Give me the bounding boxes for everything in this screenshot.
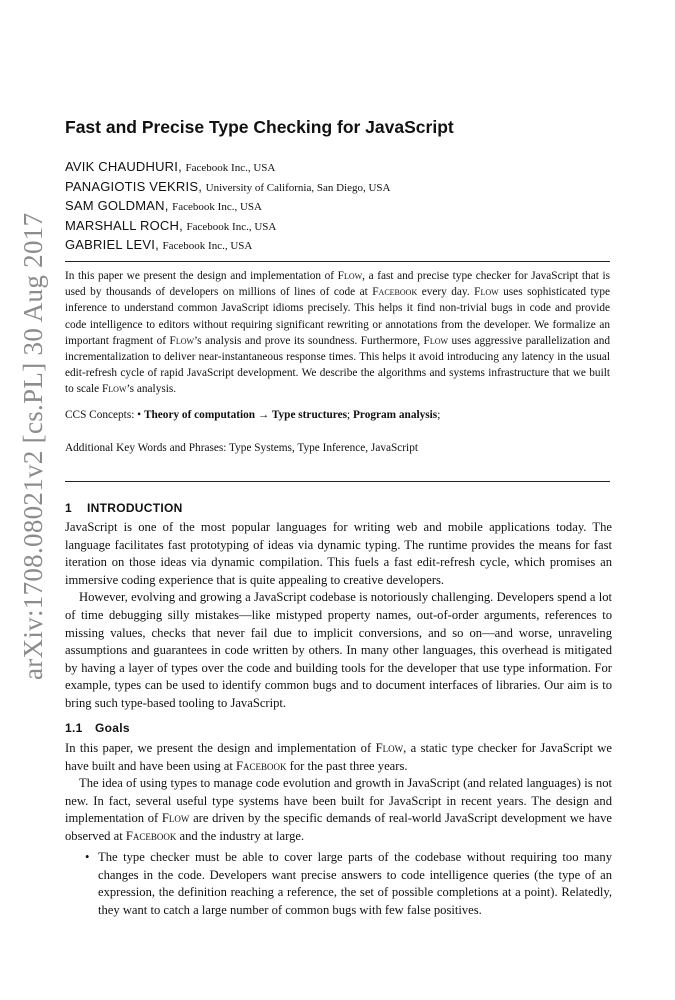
abstract-text: every day.: [417, 286, 475, 299]
facebook-name: Facebook: [372, 286, 418, 299]
text: are driven by the specific demands of real-world JavaScript development we have observed at: [65, 811, 612, 843]
author-entry: [65, 178, 390, 198]
ccs-concept: Type structures: [271, 409, 348, 421]
paragraph: [65, 740, 612, 775]
author-entry: [65, 217, 390, 237]
flow-name: Flow: [169, 334, 195, 347]
author-affiliation: Facebook Inc., USA: [172, 201, 262, 213]
author-entry: [65, 158, 390, 178]
author-affiliation: Facebook Inc., USA: [185, 162, 276, 174]
arxiv-identifier-stamp[interactable]: arXiv:1708.08021v2 [cs.PL] 30 Aug 2017: [18, 212, 48, 680]
author-entry: [65, 197, 390, 217]
abstract-text: uses sophisticated type inference to understand common JavaScript idioms precisely. This helps it find non-trivial bugs in code and provide code intelligence to editors without requiring significant rewriting or annotations from the developer. We formalize an important fragment of: [65, 286, 610, 347]
ccs-concepts: [65, 407, 610, 423]
list-item: [85, 849, 612, 919]
facebook-name: Facebook: [236, 758, 287, 773]
flow-name: Flow: [423, 334, 449, 347]
paper-title: Fast and Precise Type Checking for JavaScript: [65, 117, 454, 137]
ccs-end: ;: [437, 409, 441, 421]
text: and the industry at large.: [176, 828, 305, 843]
paragraph: However, evolving and growing a JavaScript codebase is notoriously challenging. Developers spend a lot of time debugging silly mistakes—like mistyped property names, out-of-order arguments, references to missing values, checks that never fail due to implicit conversions, and so on—and worse, unraveling assumptions and guarantees in code written by others. In many other languages, this overhead is mitigated by having a layer of types over the code and building tools for the developer that use type information. For example, types can be used to identify common bugs and to document interfaces of libraries. Our aim is to bring such type-based tooling to JavaScript.: [65, 590, 612, 710]
section-number: 1: [65, 501, 72, 515]
section-title: Goals: [95, 721, 130, 735]
section-heading-introduction: [65, 501, 183, 515]
author-name: PANAGIOTIS VEKRIS,: [65, 178, 203, 194]
author-affiliation: University of California, San Diego, USA: [205, 181, 391, 194]
abstract-text: , a fast and precise type checker for JavaScript that is used by thousands of developers on millions of lines of code at: [65, 270, 610, 299]
abstract-text: uses aggressive parallelization and incrementalization to deliver near-instantaneous response times. This helps it avoid introducing any latency in the usual edit-refresh cycle of rapid JavaScript development. We describe the algorithms and systems infrastructure that we built to scale: [65, 334, 610, 396]
bullet-icon: •: [85, 850, 90, 864]
text: The idea of using types to manage code evolution and growth in JavaScript (and related languages) is not new. In fact, several useful type systems have been built for JavaScript in recent years. The design and implementation of: [65, 776, 612, 826]
flow-name: Flow: [102, 383, 127, 396]
ccs-concept: Program analysis: [352, 409, 438, 421]
author-entry: [65, 236, 390, 256]
facebook-name: Facebook: [125, 828, 177, 843]
section-number: 1.1: [65, 721, 83, 735]
keywords: Additional Key Words and Phrases: Type Systems, Type Inference, JavaScript: [65, 442, 418, 454]
flow-name: Flow: [161, 811, 190, 826]
bullet-text: The type checker must be able to cover large parts of the codebase without requiring too many changes in the code. Developers want precise answers to code intelligence queries (the type of an expression, the definition reaching a reference, the set of possible completions at a point). Relatedly, they want to catch a large number of common bugs with few false positives.: [98, 850, 612, 917]
ccs-concept: Theory of computation: [143, 409, 256, 421]
text: In this paper, we present the design and implementation of: [65, 741, 376, 755]
paragraph: JavaScript is one of the most popular languages for writing web and mobile applications today. The language facilitates fast prototyping of ideas via dynamic typing. The runtime provides the means for fast iteration on those ideas via dynamic compilation. This fuels a fast edit-refresh cycle, which promises an immersive coding experience that is quite appealing to creative developers.: [65, 520, 612, 587]
paragraph: [65, 775, 612, 845]
abstract: [65, 268, 610, 398]
author-affiliation: Facebook Inc., USA: [162, 240, 253, 252]
ccs-arrow: →: [255, 409, 272, 421]
abstract-bottom-rule: [65, 481, 610, 482]
text: , a static type checker for JavaScript we have built and have been using at: [65, 741, 612, 773]
ccs-label: CCS Concepts: •: [65, 409, 144, 421]
abstract-text: ’s analysis and prove its soundness. Furthermore,: [194, 334, 424, 347]
author-name: SAM GOLDMAN,: [65, 198, 169, 213]
abstract-text: In this paper we present the design and implementation of: [65, 270, 338, 282]
flow-name: Flow: [337, 270, 363, 282]
ccs-separator: ;: [347, 409, 353, 421]
author-name: AVIK CHAUDHURI,: [65, 159, 182, 174]
author-name: GABRIEL LEVI,: [65, 237, 159, 252]
flow-name: Flow: [375, 741, 404, 755]
abstract-text: ’s analysis.: [126, 383, 177, 396]
section-heading-goals: [65, 721, 130, 735]
author-affiliation: Facebook Inc., USA: [186, 220, 277, 233]
author-name: MARSHALL ROCH,: [65, 217, 183, 233]
flow-name: Flow: [474, 286, 499, 299]
goals-bullet-list: [85, 849, 612, 919]
author-list: [65, 158, 390, 256]
abstract-top-rule: [65, 261, 610, 262]
goals-body: [65, 740, 612, 846]
introduction-body: [65, 519, 612, 713]
text: for the past three years.: [286, 758, 408, 773]
section-title: INTRODUCTION: [87, 501, 183, 515]
